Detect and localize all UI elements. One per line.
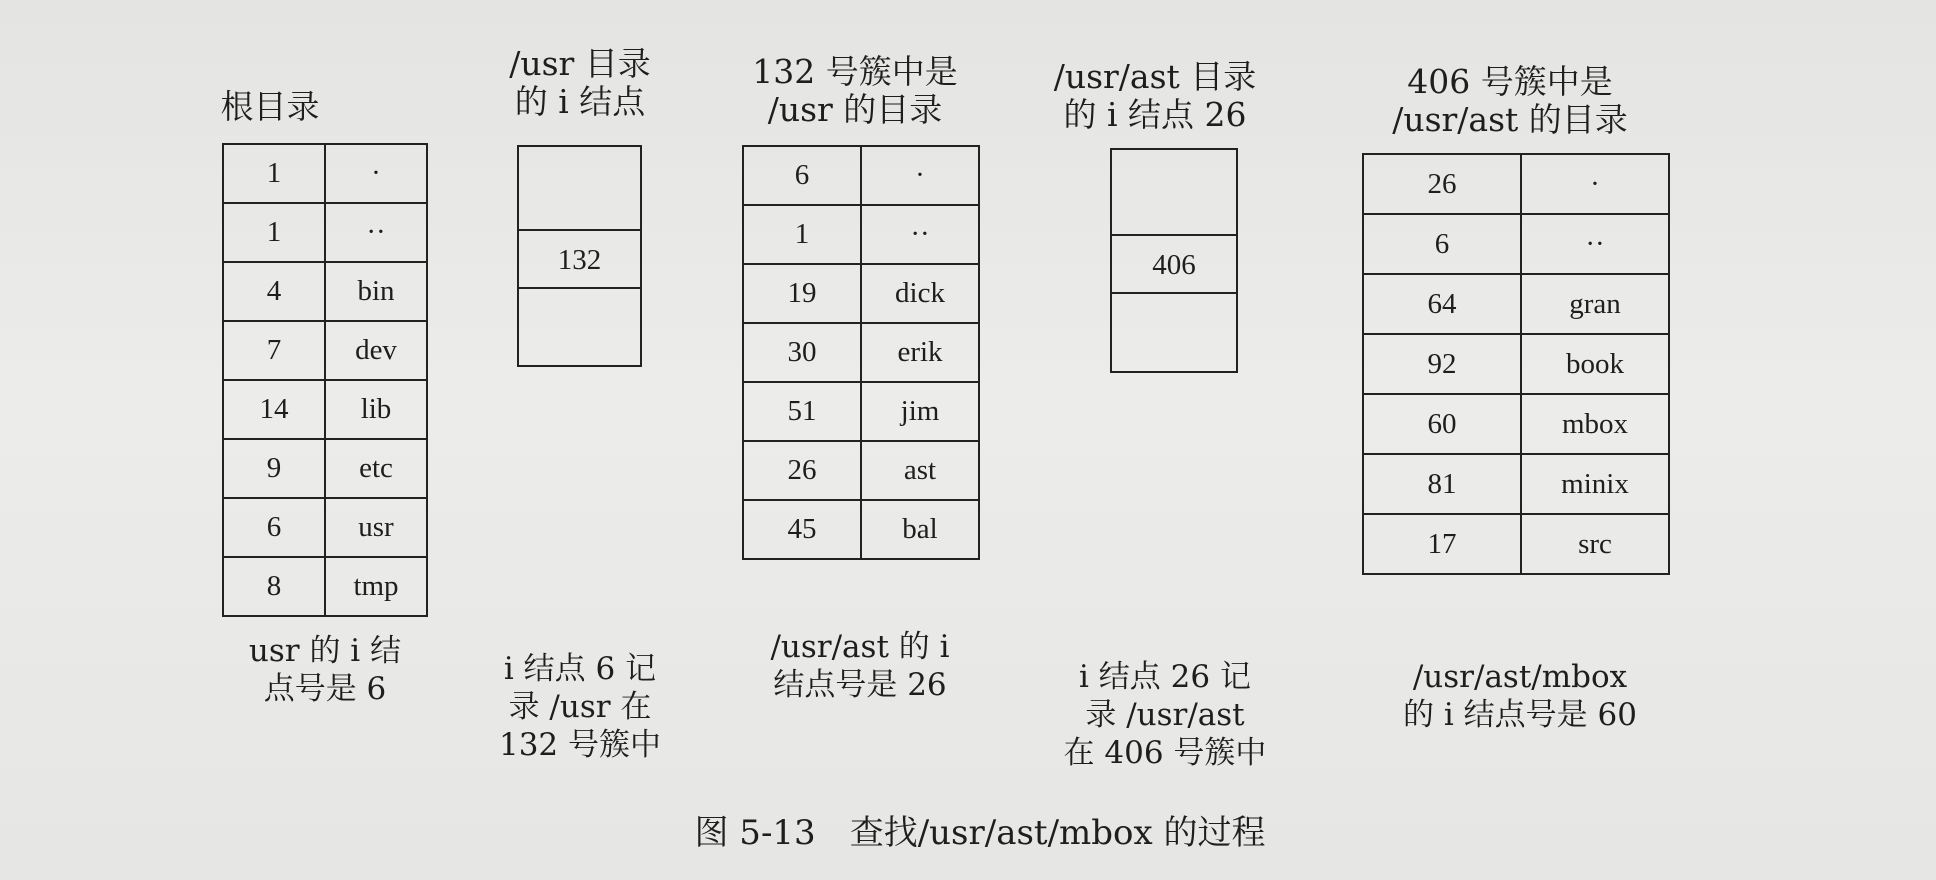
- dir-entry-row: [223, 557, 427, 616]
- entry-name: ··: [325, 203, 427, 262]
- inode-number: 8: [223, 557, 325, 616]
- inode-number: 14: [223, 380, 325, 439]
- dir-entry-row: [743, 146, 979, 205]
- entry-name: gran: [1521, 274, 1669, 334]
- inode-slot: 132: [519, 231, 640, 289]
- root-dir-note: usr 的 i 结 点号是 6: [248, 633, 402, 707]
- dir-entry-row: [223, 203, 427, 262]
- inode-number: 19: [743, 264, 861, 323]
- dir-entry-row: [223, 439, 427, 498]
- inode-number: 92: [1363, 334, 1521, 394]
- inode-slot: [1112, 294, 1236, 370]
- entry-name: ·: [325, 144, 427, 203]
- dir-entry-row: [1363, 214, 1669, 274]
- usr-dir-table: [742, 145, 980, 560]
- inode-number: 26: [1363, 154, 1521, 214]
- inode-number: 1: [223, 203, 325, 262]
- inode-number: 6: [1363, 214, 1521, 274]
- entry-name: minix: [1521, 454, 1669, 514]
- inode-number: 9: [223, 439, 325, 498]
- dir-entry-row: [223, 262, 427, 321]
- dir-entry-row: [1363, 514, 1669, 574]
- dir-entry-row: [223, 321, 427, 380]
- dir-entry-row: [1363, 334, 1669, 394]
- inode-number: 4: [223, 262, 325, 321]
- usr-inode-title: /usr 目录 的 i 结点: [509, 44, 651, 121]
- dir-entry-row: [223, 498, 427, 557]
- dir-entry-row: [743, 205, 979, 264]
- usr-dir-title: 132 号簇中是 /usr 的目录: [752, 52, 958, 129]
- entry-name: src: [1521, 514, 1669, 574]
- dir-entry-row: [1363, 154, 1669, 214]
- inode-number: 64: [1363, 274, 1521, 334]
- entry-name: lib: [325, 380, 427, 439]
- usr-inode-note: i 结点 6 记 录 /usr 在 132 号簇中: [498, 651, 662, 763]
- inode-number: 60: [1363, 394, 1521, 454]
- inode-number: 51: [743, 382, 861, 441]
- inode-number: 45: [743, 500, 861, 559]
- dir-entry-row: [1363, 394, 1669, 454]
- entry-name: jim: [861, 382, 979, 441]
- entry-name: book: [1521, 334, 1669, 394]
- inode-slot: [519, 289, 640, 364]
- entry-name: ·: [1521, 154, 1669, 214]
- inode-number: 1: [743, 205, 861, 264]
- dir-entry-row: [743, 441, 979, 500]
- entry-name: ·: [861, 146, 979, 205]
- root-dir-table: [222, 143, 428, 617]
- inode-slot: [519, 147, 640, 231]
- entry-name: bal: [861, 500, 979, 559]
- ast-inode-title: /usr/ast 目录 的 i 结点 26: [1053, 57, 1257, 134]
- entry-name: tmp: [325, 557, 427, 616]
- dir-entry-row: [1363, 454, 1669, 514]
- dir-entry-row: [1363, 274, 1669, 334]
- inode-number: 81: [1363, 454, 1521, 514]
- inode-number: 1: [223, 144, 325, 203]
- ast-inode-note: i 结点 26 记 录 /usr/ast 在 406 号簇中: [1063, 659, 1267, 771]
- entry-name: ··: [861, 205, 979, 264]
- entry-name: dick: [861, 264, 979, 323]
- entry-name: ast: [861, 441, 979, 500]
- inode-number: 30: [743, 323, 861, 382]
- inode-slot: [1112, 150, 1236, 236]
- entry-name: bin: [325, 262, 427, 321]
- inode-number: 6: [223, 498, 325, 557]
- inode-number: 7: [223, 321, 325, 380]
- ast-dir-note: /usr/ast/mbox 的 i 结点号是 60: [1403, 659, 1637, 733]
- entry-name: ··: [1521, 214, 1669, 274]
- usr-dir-note: /usr/ast 的 i 结点号是 26: [770, 629, 950, 703]
- entry-name: usr: [325, 498, 427, 557]
- ast-inode-box: [1110, 148, 1238, 373]
- dir-entry-row: [223, 380, 427, 439]
- dir-entry-row: [743, 500, 979, 559]
- dir-entry-row: [223, 144, 427, 203]
- dir-entry-row: [743, 382, 979, 441]
- ast-dir-title: 406 号簇中是 /usr/ast 的目录: [1392, 62, 1628, 139]
- entry-name: etc: [325, 439, 427, 498]
- usr-inode-box: [517, 145, 642, 367]
- inode-number: 6: [743, 146, 861, 205]
- entry-name: mbox: [1521, 394, 1669, 454]
- ast-dir-table: [1362, 153, 1670, 575]
- inode-slot: 406: [1112, 236, 1236, 294]
- entry-name: erik: [861, 323, 979, 382]
- entry-name: dev: [325, 321, 427, 380]
- root-dir-title: 根目录: [220, 87, 320, 126]
- figure-caption: 图 5-13 查找/usr/ast/mbox 的过程: [694, 813, 1266, 853]
- dir-entry-row: [743, 323, 979, 382]
- inode-number: 17: [1363, 514, 1521, 574]
- inode-number: 26: [743, 441, 861, 500]
- dir-entry-row: [743, 264, 979, 323]
